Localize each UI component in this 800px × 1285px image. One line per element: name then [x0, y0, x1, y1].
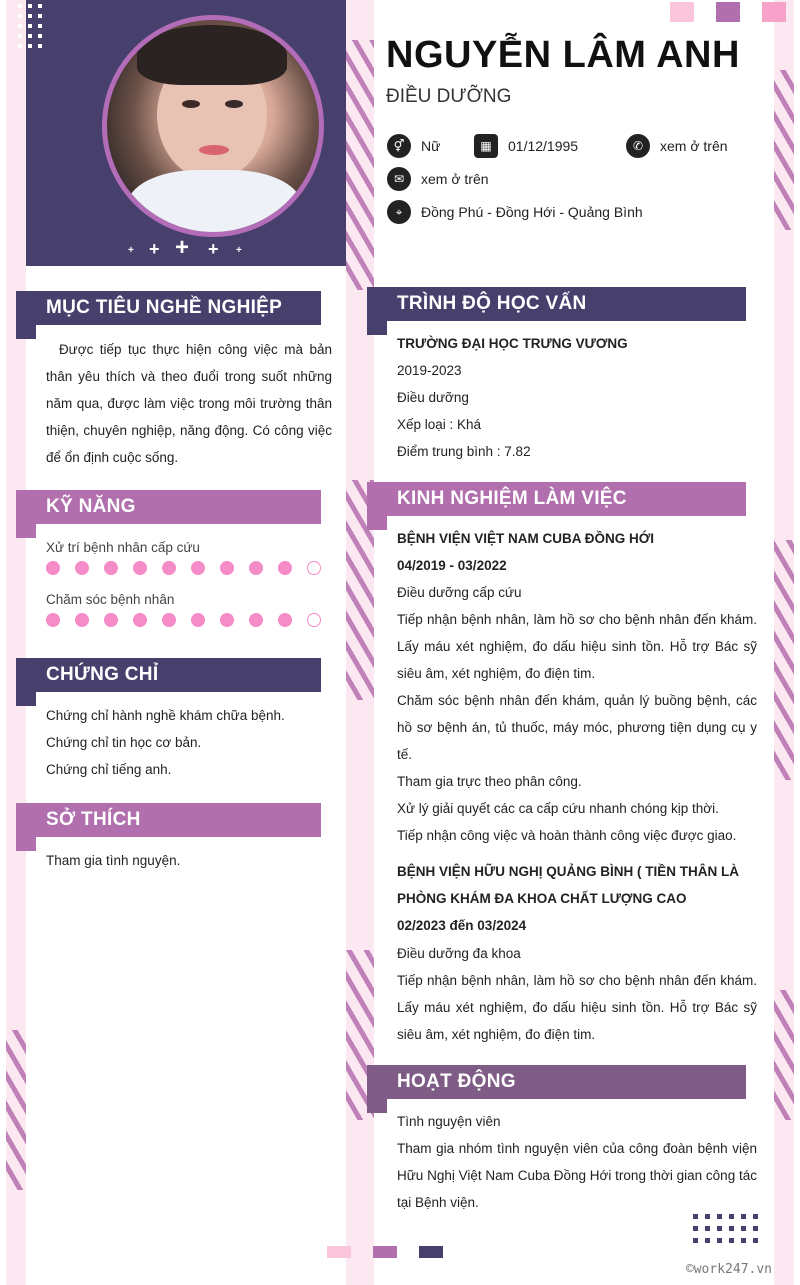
plus-decoration: +	[175, 234, 190, 261]
plus-decoration: +	[149, 239, 160, 259]
deco-bar-dark	[419, 1246, 443, 1258]
dot-grid-decoration	[18, 4, 42, 48]
skills-heading	[16, 490, 321, 524]
education-school: TRƯỜNG ĐẠI HỌC TRƯNG VƯƠNG	[397, 336, 628, 351]
email-row	[387, 167, 489, 191]
calendar-icon: ▦	[474, 134, 498, 158]
phone-value: xem ở trên	[660, 138, 728, 154]
objective-text: Được tiếp tục thực hiện công việc mà bản thân yêu thích và theo đuổi trong suốt những năm qua, được làm việc trong môi trường thân thiện, chuyên nghiệp, năng động. Có công việc để ổn định cuộc sống.	[46, 342, 336, 465]
plus-decoration: +	[236, 245, 242, 256]
avatar	[102, 15, 324, 237]
job-period: 04/2019 - 03/2022	[397, 558, 507, 573]
skill-rating	[46, 613, 336, 627]
skill-dot-filled	[278, 561, 292, 575]
certificate-item: Chứng chỉ hành nghề khám chữa bệnh.	[46, 708, 285, 723]
skill-dot-filled	[220, 561, 234, 575]
skill-dot-filled	[104, 613, 118, 627]
deco-square-purple	[716, 2, 740, 22]
skill-dot-filled	[75, 561, 89, 575]
job-company: BỆNH VIỆN VIỆT NAM CUBA ĐỒNG HỚI	[397, 531, 655, 546]
deco-bar-pink	[327, 1246, 351, 1258]
deco-square-pink	[670, 2, 694, 22]
phone-row	[626, 134, 728, 158]
certificate-item: Chứng chỉ tiếng anh.	[46, 762, 172, 777]
hatch-center-top	[346, 40, 374, 290]
birthdate-value: 01/12/1995	[508, 138, 579, 154]
skill-dot-filled	[220, 613, 234, 627]
skill-name: Chăm sóc bệnh nhân	[46, 592, 175, 607]
activities-role: Tình nguyện viên	[397, 1114, 501, 1129]
candidate-role: ĐIỀU DƯỠNG	[386, 86, 512, 107]
skill-dot-filled	[278, 613, 292, 627]
hatch-right-top	[774, 70, 794, 230]
skill-dot-filled	[191, 613, 205, 627]
deco-bar-purple	[373, 1246, 397, 1258]
objective-heading	[16, 291, 321, 325]
activities-text: Tham gia nhóm tình nguyện viên của công đoàn bệnh viện Hữu Nghị Việt Nam Cuba Đồng Hới trong thời gian công tác tại Bệnh viện.	[397, 1141, 757, 1210]
skill-dot-filled	[46, 561, 60, 575]
skills-title: KỸ NĂNG	[46, 496, 136, 517]
dot-grid-decoration	[693, 1214, 758, 1243]
skill-dot-filled	[162, 613, 176, 627]
candidate-name: NGUYỄN LÂM ANH	[386, 34, 740, 76]
education-gpa: Điểm trung bình : 7.82	[397, 444, 531, 459]
job-description: Tiếp nhận công việc và hoàn thành công việc được giao.	[397, 828, 737, 843]
job-position: Điều dưỡng đa khoa	[397, 946, 521, 961]
phone-icon: ✆	[626, 134, 650, 158]
job-company: BỆNH VIỆN HỮU NGHỊ QUẢNG BÌNH ( TIỀN THÂN LÀ PHÒNG KHÁM ĐA KHOA CHẤT LƯỢNG CAO	[397, 864, 739, 906]
location-pin-icon: ⌖	[387, 200, 411, 224]
job-description: Xử lý giải quyết các ca cấp cứu nhanh chóng kịp thời.	[397, 801, 719, 816]
job-period: 02/2023 đến 03/2024	[397, 918, 527, 933]
hobbies-text: Tham gia tình nguyện.	[46, 853, 181, 868]
address-value: Đồng Phú - Đồng Hới - Quảng Bình	[421, 204, 643, 220]
certificate-item: Chứng chỉ tin học cơ bản.	[46, 735, 202, 750]
skill-dot-filled	[133, 613, 147, 627]
skill-dot-filled	[133, 561, 147, 575]
birthdate-row	[474, 134, 578, 158]
hobbies-title: SỞ THÍCH	[46, 809, 141, 830]
job-description: Tham gia trực theo phân công.	[397, 774, 582, 789]
hatch-left-bottom	[6, 1030, 26, 1190]
job-position: Điều dưỡng cấp cứu	[397, 585, 522, 600]
certificates-heading	[16, 658, 321, 692]
deco-square-pink-2	[762, 2, 786, 22]
experience-title: KINH NGHIỆM LÀM VIỆC	[397, 488, 627, 509]
hobbies-heading	[16, 803, 321, 837]
watermark: ©work247.vn	[685, 1262, 772, 1277]
job-description: Tiếp nhận bệnh nhân, làm hồ sơ cho bệnh nhân đến khám. Lấy máu xét nghiệm, đo dấu hiệu sinh tồn. Hỗ trợ Bác sỹ siêu âm, xét nghiệm, đo điện tim.	[397, 973, 757, 1042]
email-icon: ✉	[387, 167, 411, 191]
skill-dot-filled	[249, 561, 263, 575]
education-major: Điều dưỡng	[397, 390, 469, 405]
skill-dot-filled	[75, 613, 89, 627]
activities-heading	[367, 1065, 746, 1099]
skill-dot-filled	[249, 613, 263, 627]
education-rank: Xếp loại : Khá	[397, 417, 482, 432]
job-description: Chăm sóc bệnh nhân đến khám, quản lý buồng bệnh, các hồ sơ bệnh án, tủ thuốc, máy móc, phương tiện dụng cụ y tế.	[397, 693, 757, 762]
skill-dot-empty	[307, 613, 321, 627]
activities-title: HOẠT ĐỘNG	[397, 1071, 516, 1092]
photo-block	[26, 0, 346, 266]
gender-row	[387, 134, 440, 158]
email-value: xem ở trên	[421, 171, 489, 187]
hatch-right-bottom	[774, 990, 794, 1120]
skill-dot-filled	[104, 561, 118, 575]
address-row	[387, 200, 643, 224]
certificates-title: CHỨNG CHỈ	[46, 664, 159, 685]
skill-dot-filled	[162, 561, 176, 575]
plus-decoration: +	[208, 239, 219, 259]
gender-icon: ⚥	[387, 134, 411, 158]
experience-heading	[367, 482, 746, 516]
skill-rating	[46, 561, 336, 575]
education-years: 2019-2023	[397, 363, 462, 378]
gender-value: Nữ	[421, 138, 441, 154]
education-heading	[367, 287, 746, 321]
skill-dot-filled	[46, 613, 60, 627]
skill-dot-empty	[307, 561, 321, 575]
objective-title: MỤC TIÊU NGHỀ NGHIỆP	[46, 297, 283, 318]
skill-dot-filled	[191, 561, 205, 575]
plus-decoration: +	[128, 245, 134, 256]
job-description: Tiếp nhận bệnh nhân, làm hồ sơ cho bệnh nhân đến khám. Lấy máu xét nghiệm, đo dấu hiệu sinh tồn. Hỗ trợ Bác sỹ siêu âm, xét nghiệm, đo điện tim.	[397, 612, 757, 681]
hatch-right-mid	[774, 540, 794, 780]
skill-name: Xử trí bệnh nhân cấp cứu	[46, 540, 200, 555]
education-title: TRÌNH ĐỘ HỌC VẤN	[397, 293, 587, 314]
